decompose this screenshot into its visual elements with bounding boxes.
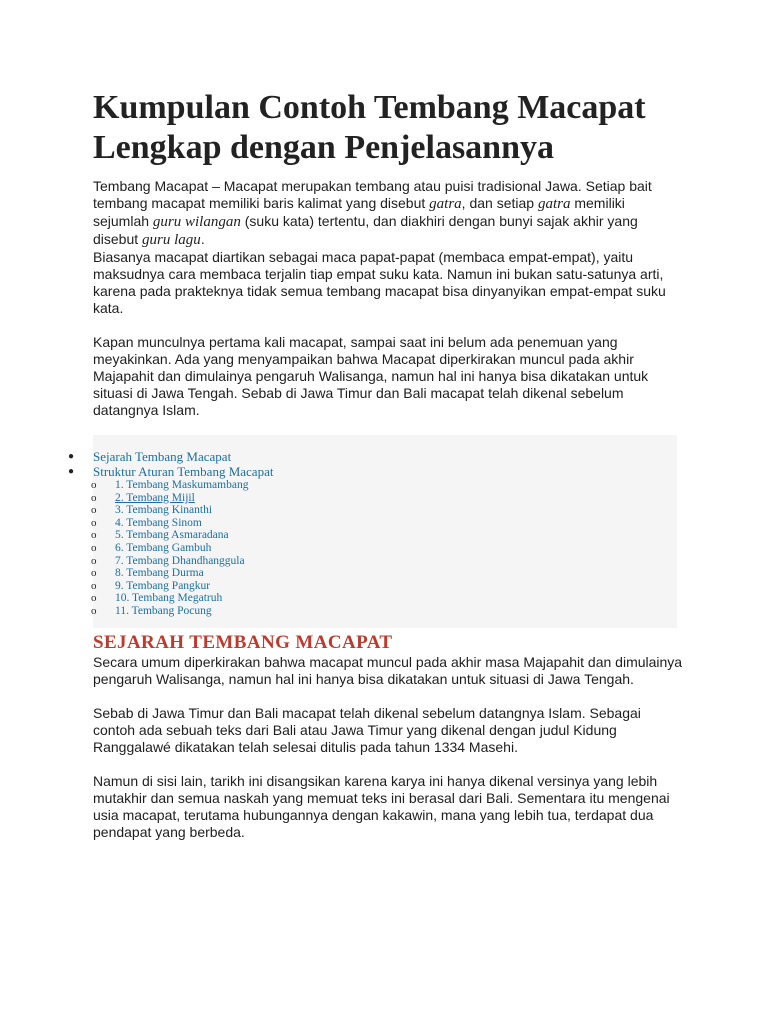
circle-bullet-icon: o	[91, 592, 97, 605]
circle-bullet-icon: o	[91, 504, 97, 517]
term-gatra: gatra	[429, 196, 462, 212]
toc-subitem[interactable]: o 7. Tembang Dhandhanggula	[91, 554, 245, 567]
toc-subitem[interactable]: o 10. Tembang Megatruh	[91, 592, 223, 605]
page-title: Kumpulan Contoh Tembang Macapat Lengkap dengan Penjelasannya	[93, 89, 646, 166]
bullet-icon: ●	[68, 466, 75, 477]
section-paragraph-1: Secara umum diperkirakan bahwa macapat muncul pada akhir masa Majapahit dan dimulainya pengaruh Walisanga, namun hal ini hanya bisa dikatakan untuk situasi di Jawa Tengah.	[93, 653, 683, 687]
circle-bullet-icon: o	[91, 604, 97, 617]
circle-bullet-icon: o	[91, 529, 97, 542]
toc-subitem[interactable]: o 5. Tembang Asmaradana	[91, 529, 229, 542]
toc-subitem[interactable]: o 8. Tembang Durma	[91, 567, 204, 580]
toc-subitem[interactable]: o 11. Tembang Pocung	[91, 604, 212, 617]
table-of-contents	[68, 435, 677, 628]
circle-bullet-icon: o	[91, 567, 97, 580]
term-guru-lagu: guru lagu	[142, 232, 201, 248]
term-gatra: gatra	[537, 196, 571, 212]
intro-paragraph-3: Kapan munculnya pertama kali macapat, sampai saat ini belum ada penemuan yang meyakinkan. Ada yang menyampaikan bahwa Macapat diperkirakan muncul pada akhir Majapahit dan dimulainya pengaruh Walisanga, namun hal ini hanya bisa dikatakan untuk situasi di Jawa Tengah. Sebab di Jawa Timur dan Bali macapat telah dikenal sebelum datangnya Islam.	[93, 334, 649, 418]
circle-bullet-icon: o	[91, 579, 97, 592]
toc-item-struktur[interactable]: ● Struktur Aturan Tembang Macapat o 1. Tembang Maskumambang o 2. Tembang Mijil o 3. Tembang Kinanthi o 4. Tembang Sinom o 5. Tembang Asmaradana o 6. Tembang Gambuh o 7. Tembang Dhandhanggula o 8. Tembang Durma o 9. Tembang Pangkur o 10. Tembang Megatruh o 11. Tembang Pocung	[93, 464, 677, 618]
circle-bullet-icon: o	[91, 541, 97, 554]
toc-subitem[interactable]: o 2. Tembang Mijil	[91, 491, 195, 504]
term-guru-wilangan: guru wilangan	[152, 214, 241, 230]
circle-bullet-icon: o	[91, 554, 97, 567]
intro-paragraph-1: Tembang Macapat – Macapat merupakan tembang atau puisi tradisional Jawa. Setiap bait tembang macapat memiliki baris kalimat yang disebut gatra, dan setiap gatra memiliki sejumlah guru wilangan (suku kata) tertentu, dan diakhiri dengan bunyi sajak akhir yang disebut guru lagu.	[93, 178, 652, 248]
toc-subitem[interactable]: o 6. Tembang Gambuh	[91, 541, 212, 554]
toc-item-sejarah[interactable]: ● Sejarah Tembang Macapat	[68, 449, 232, 464]
circle-bullet-icon: o	[91, 479, 97, 491]
circle-bullet-icon: o	[91, 516, 97, 529]
bullet-icon: ●	[68, 451, 75, 462]
section-heading: SEJARAH TEMBANG MACAPAT	[93, 631, 393, 653]
intro-paragraph-2: Biasanya macapat diartikan sebagai maca papat-papat (membaca empat-empat), yaitu maksudnya cara membaca terjalin tiap empat suku kata. Namun ini bukan satu-satunya arti, karena pada prakteknya tidak semua tembang macapat bisa dinyanyikan empat-empat suku kata.	[93, 249, 666, 316]
toc-subitem[interactable]: o 3. Tembang Kinanthi	[91, 504, 213, 517]
section-paragraph-2: Sebab di Jawa Timur dan Bali macapat telah dikenal sebelum datangnya Islam. Sebagai contoh ada sebuah teks dari Bali atau Jawa Timur yang dikenal dengan judul Kidung Ranggalawé dikatakan telah selesai ditulis pada tahun 1334 Masehi.	[93, 704, 641, 755]
toc-subitem[interactable]: o 1. Tembang Maskumambang	[91, 479, 249, 491]
article	[68, 88, 693, 841]
toc-subitem[interactable]: o 4. Tembang Sinom	[91, 516, 202, 529]
section-paragraph-3: Namun di sisi lain, tarikh ini disangsikan karena karya ini hanya dikenal versinya yang lebih mutakhir dan semua naskah yang memuat teks ini berasal dari Bali. Sementara itu mengenai usia macapat, terutama hubungannya dengan kakawin, mana yang lebih tua, terdapat dua pendapat yang berbeda.	[93, 772, 670, 840]
circle-bullet-icon: o	[91, 491, 97, 504]
toc-subitem[interactable]: o 9. Tembang Pangkur	[91, 579, 211, 592]
